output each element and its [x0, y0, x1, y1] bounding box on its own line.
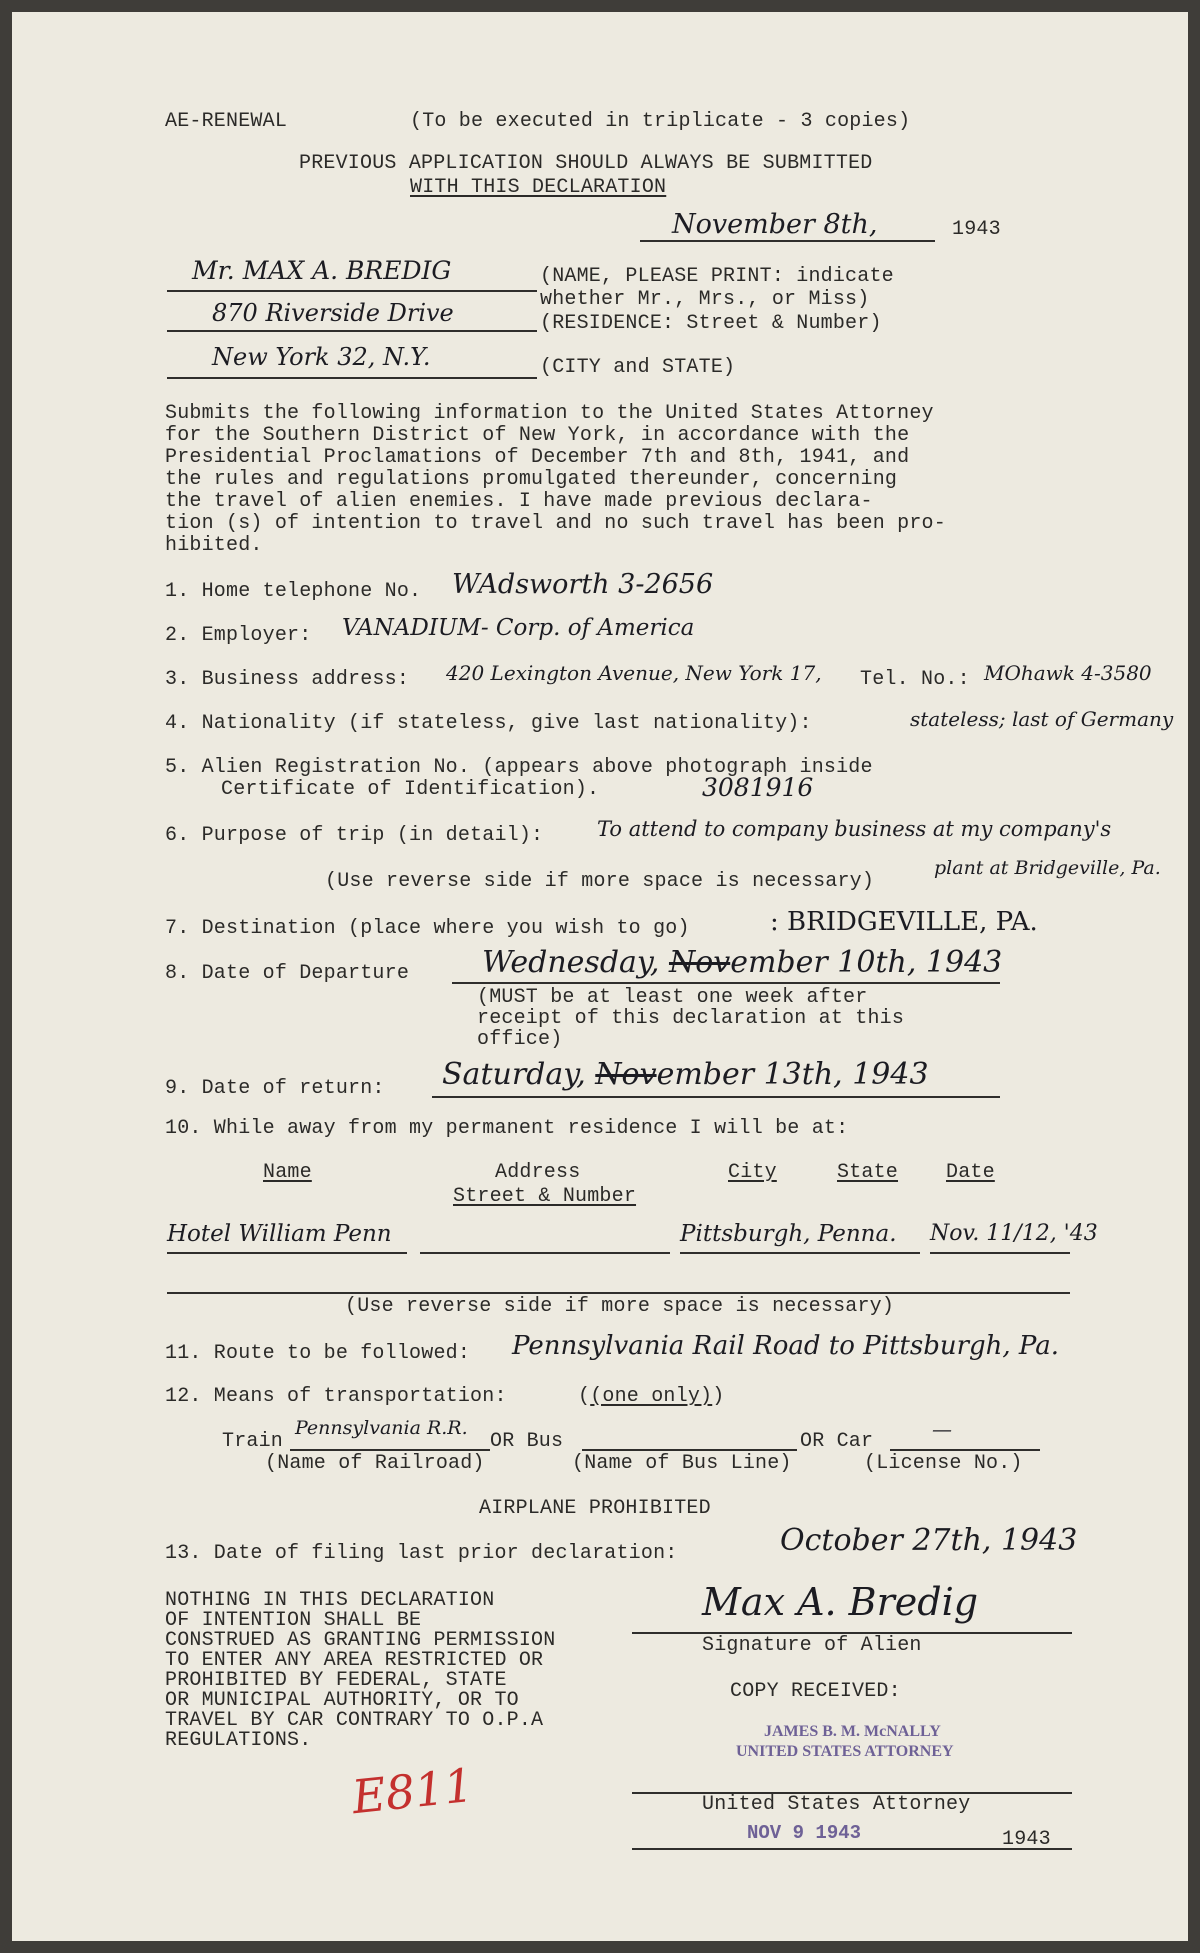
col-city: City	[728, 1161, 777, 1184]
item-6-hw-2: plant at Bridgeville, Pa.	[934, 857, 1161, 879]
disclaimer-line-8: REGULATIONS.	[165, 1729, 312, 1752]
intro-line-3: Presidential Proclamations of December 7th and 8th, 1941, and	[165, 446, 910, 469]
item-6-note: (Use reverse side if more space is necessary)	[325, 870, 875, 893]
item-12-one-only: ((one only))	[578, 1385, 725, 1408]
disclaimer-line-3: CONSTRUED AS GRANTING PERMISSION	[165, 1629, 556, 1652]
item-8-note-1: (MUST be at least one week after	[477, 986, 868, 1009]
disclaimer-line-7: TRAVEL BY CAR CONTRARY TO O.P.A	[165, 1709, 544, 1732]
disclaimer-line-6: OR MUNICIPAL AUTHORITY, OR TO	[165, 1689, 519, 1712]
disclaimer-line-1: NOTHING IN THIS DECLARATION	[165, 1589, 495, 1612]
item-11-label: 11. Route to be followed:	[165, 1342, 471, 1365]
item-8-hw: Wednesday, November 10th, 1943	[482, 945, 1003, 980]
form-id: AE-RENEWAL	[165, 110, 288, 133]
notice-line-2: WITH THIS DECLARATION	[410, 176, 667, 199]
stay-row-1-city-line	[680, 1252, 920, 1254]
intro-line-4: the rules and regulations promulgated thereunder, concerning	[165, 468, 898, 491]
item-3-hw: 420 Lexington Avenue, New York 17,	[446, 661, 822, 685]
intro-line-1: Submits the following information to the United States Attorney	[165, 402, 934, 425]
train-label: Train	[222, 1430, 284, 1453]
intro-line-7: hibited.	[165, 534, 263, 557]
disclaimer-line-4: TO ENTER ANY AREA RESTRICTED OR	[165, 1649, 544, 1672]
item-2-label: 2. Employer:	[165, 624, 312, 647]
declaration-form	[12, 12, 1188, 1941]
applicant-name-hw: Mr. MAX A. BREDIG	[192, 256, 452, 285]
disclaimer-line-5: PROHIBITED BY FEDERAL, STATE	[165, 1669, 507, 1692]
disclaimer-line-2: OF INTENTION SHALL BE	[165, 1609, 422, 1632]
stay-row-1-name-line	[167, 1252, 407, 1254]
intro-line-2: for the Southern District of New York, in accordance with the	[165, 424, 910, 447]
col-state: State	[837, 1161, 899, 1184]
attorney-year: 1943	[1002, 1828, 1051, 1851]
item-3-tel-label: Tel. No.:	[860, 668, 970, 691]
residence-line	[167, 330, 537, 332]
or-car-label: OR Car	[800, 1430, 874, 1453]
attorney-title-stamp: UNITED STATES ATTORNEY	[736, 1743, 954, 1760]
item-9-label: 9. Date of return:	[165, 1077, 385, 1100]
col-date: Date	[946, 1161, 995, 1184]
item-8-label: 8. Date of Departure	[165, 962, 410, 985]
train-hw: Pennsylvania R.R.	[295, 1417, 468, 1439]
item-6-hw-1: To attend to company business at my company's	[597, 817, 1112, 841]
notice-line-1: PREVIOUS APPLICATION SHOULD ALWAYS BE SUBMITTED	[299, 152, 873, 175]
departure-line	[452, 982, 1000, 984]
item-1-label: 1. Home telephone No.	[165, 580, 422, 603]
col-name: Name	[263, 1161, 312, 1184]
item-12-label: 12. Means of transportation:	[165, 1385, 507, 1408]
alien-signature-hw: Max A. Bredig	[702, 1580, 979, 1624]
item-3-tel-hw: MOhawk 4-3580	[984, 661, 1152, 685]
declaration-year: 1943	[952, 218, 1001, 241]
item-2-hw: VANADIUM- Corp. of America	[342, 615, 695, 641]
residence-hw: 870 Riverside Drive	[212, 299, 454, 327]
return-line	[432, 1096, 1000, 1098]
item-9-hw: Saturday, November 13th, 1943	[442, 1057, 929, 1092]
item-8-note-2: receipt of this declaration at this	[477, 1007, 905, 1030]
item-7-hw: : BRIDGEVILLE, PA.	[770, 907, 1038, 937]
item-13-hw: October 27th, 1943	[780, 1523, 1078, 1558]
item-3-label: 3. Business address:	[165, 668, 410, 691]
item-8-note-3: office)	[477, 1028, 563, 1051]
item-4-label: 4. Nationality (if stateless, give last nationality):	[165, 712, 812, 735]
item-10-label: 10. While away from my permanent residence I will be at:	[165, 1117, 849, 1140]
license-sublabel: (License No.)	[864, 1452, 1023, 1475]
item-13-label: 13. Date of filing last prior declaration:	[165, 1542, 678, 1565]
car-hw: —	[932, 1417, 952, 1441]
received-date-stamp: NOV 9 1943	[747, 1822, 862, 1844]
red-file-mark: E811	[349, 1757, 476, 1825]
signature-label: Signature of Alien	[702, 1634, 922, 1657]
col-address-sub: Street & Number	[453, 1185, 637, 1208]
stay-name-hw: Hotel William Penn	[167, 1221, 392, 1247]
stay-row-1-date-line	[930, 1252, 1070, 1254]
train-line	[290, 1449, 490, 1451]
stay-row-2-line	[167, 1292, 1070, 1294]
item-5-label-1: 5. Alien Registration No. (appears above photograph inside	[165, 756, 873, 779]
bus-line	[582, 1449, 797, 1451]
car-line	[890, 1449, 1040, 1451]
bus-sublabel: (Name of Bus Line)	[572, 1452, 792, 1475]
triplicate-note: (To be executed in triplicate - 3 copies)	[410, 110, 911, 133]
item-11-hw: Pennsylvania Rail Road to Pittsburgh, Pa.	[512, 1331, 1060, 1361]
intro-line-6: tion (s) of intention to travel and no such travel has been pro-	[165, 512, 946, 535]
item-5-hw: 3081916	[702, 773, 814, 802]
attorney-label: United States Attorney	[702, 1793, 971, 1816]
stay-note: (Use reverse side if more space is necessary)	[345, 1295, 895, 1318]
name-label-1: (NAME, PLEASE PRINT: indicate	[540, 265, 894, 288]
name-label-2: whether Mr., Mrs., or Miss)	[540, 288, 870, 311]
or-bus-label: OR Bus	[490, 1430, 564, 1453]
railroad-sublabel: (Name of Railroad)	[265, 1452, 485, 1475]
item-6-label: 6. Purpose of trip (in detail):	[165, 824, 544, 847]
col-address: Address	[495, 1161, 581, 1184]
city-hw: New York 32, N.Y.	[212, 343, 431, 371]
residence-label: (RESIDENCE: Street & Number)	[540, 312, 882, 335]
item-4-hw: stateless; last of Germany	[910, 707, 1174, 731]
stay-city-hw: Pittsburgh, Penna.	[680, 1221, 897, 1247]
city-line	[167, 377, 537, 379]
airplane-prohibited: AIRPLANE PROHIBITED	[479, 1497, 711, 1520]
item-1-hw: WAdsworth 3-2656	[452, 569, 714, 600]
copy-received-label: COPY RECEIVED:	[730, 1680, 901, 1703]
item-5-label-2: Certificate of Identification).	[221, 778, 600, 801]
intro-line-5: the travel of alien enemies. I have made previous declara-	[165, 490, 873, 513]
name-line	[167, 290, 537, 292]
stay-row-1-address-line	[420, 1252, 670, 1254]
item-7-label: 7. Destination (place where you wish to go)	[165, 917, 690, 940]
date-line	[640, 240, 935, 242]
city-label: (CITY and STATE)	[540, 356, 736, 379]
attorney-name-stamp: JAMES B. M. McNALLY	[764, 1723, 941, 1740]
stay-date-hw: Nov. 11/12, '43	[930, 1221, 1098, 1246]
declaration-date-hw: November 8th,	[672, 209, 878, 240]
